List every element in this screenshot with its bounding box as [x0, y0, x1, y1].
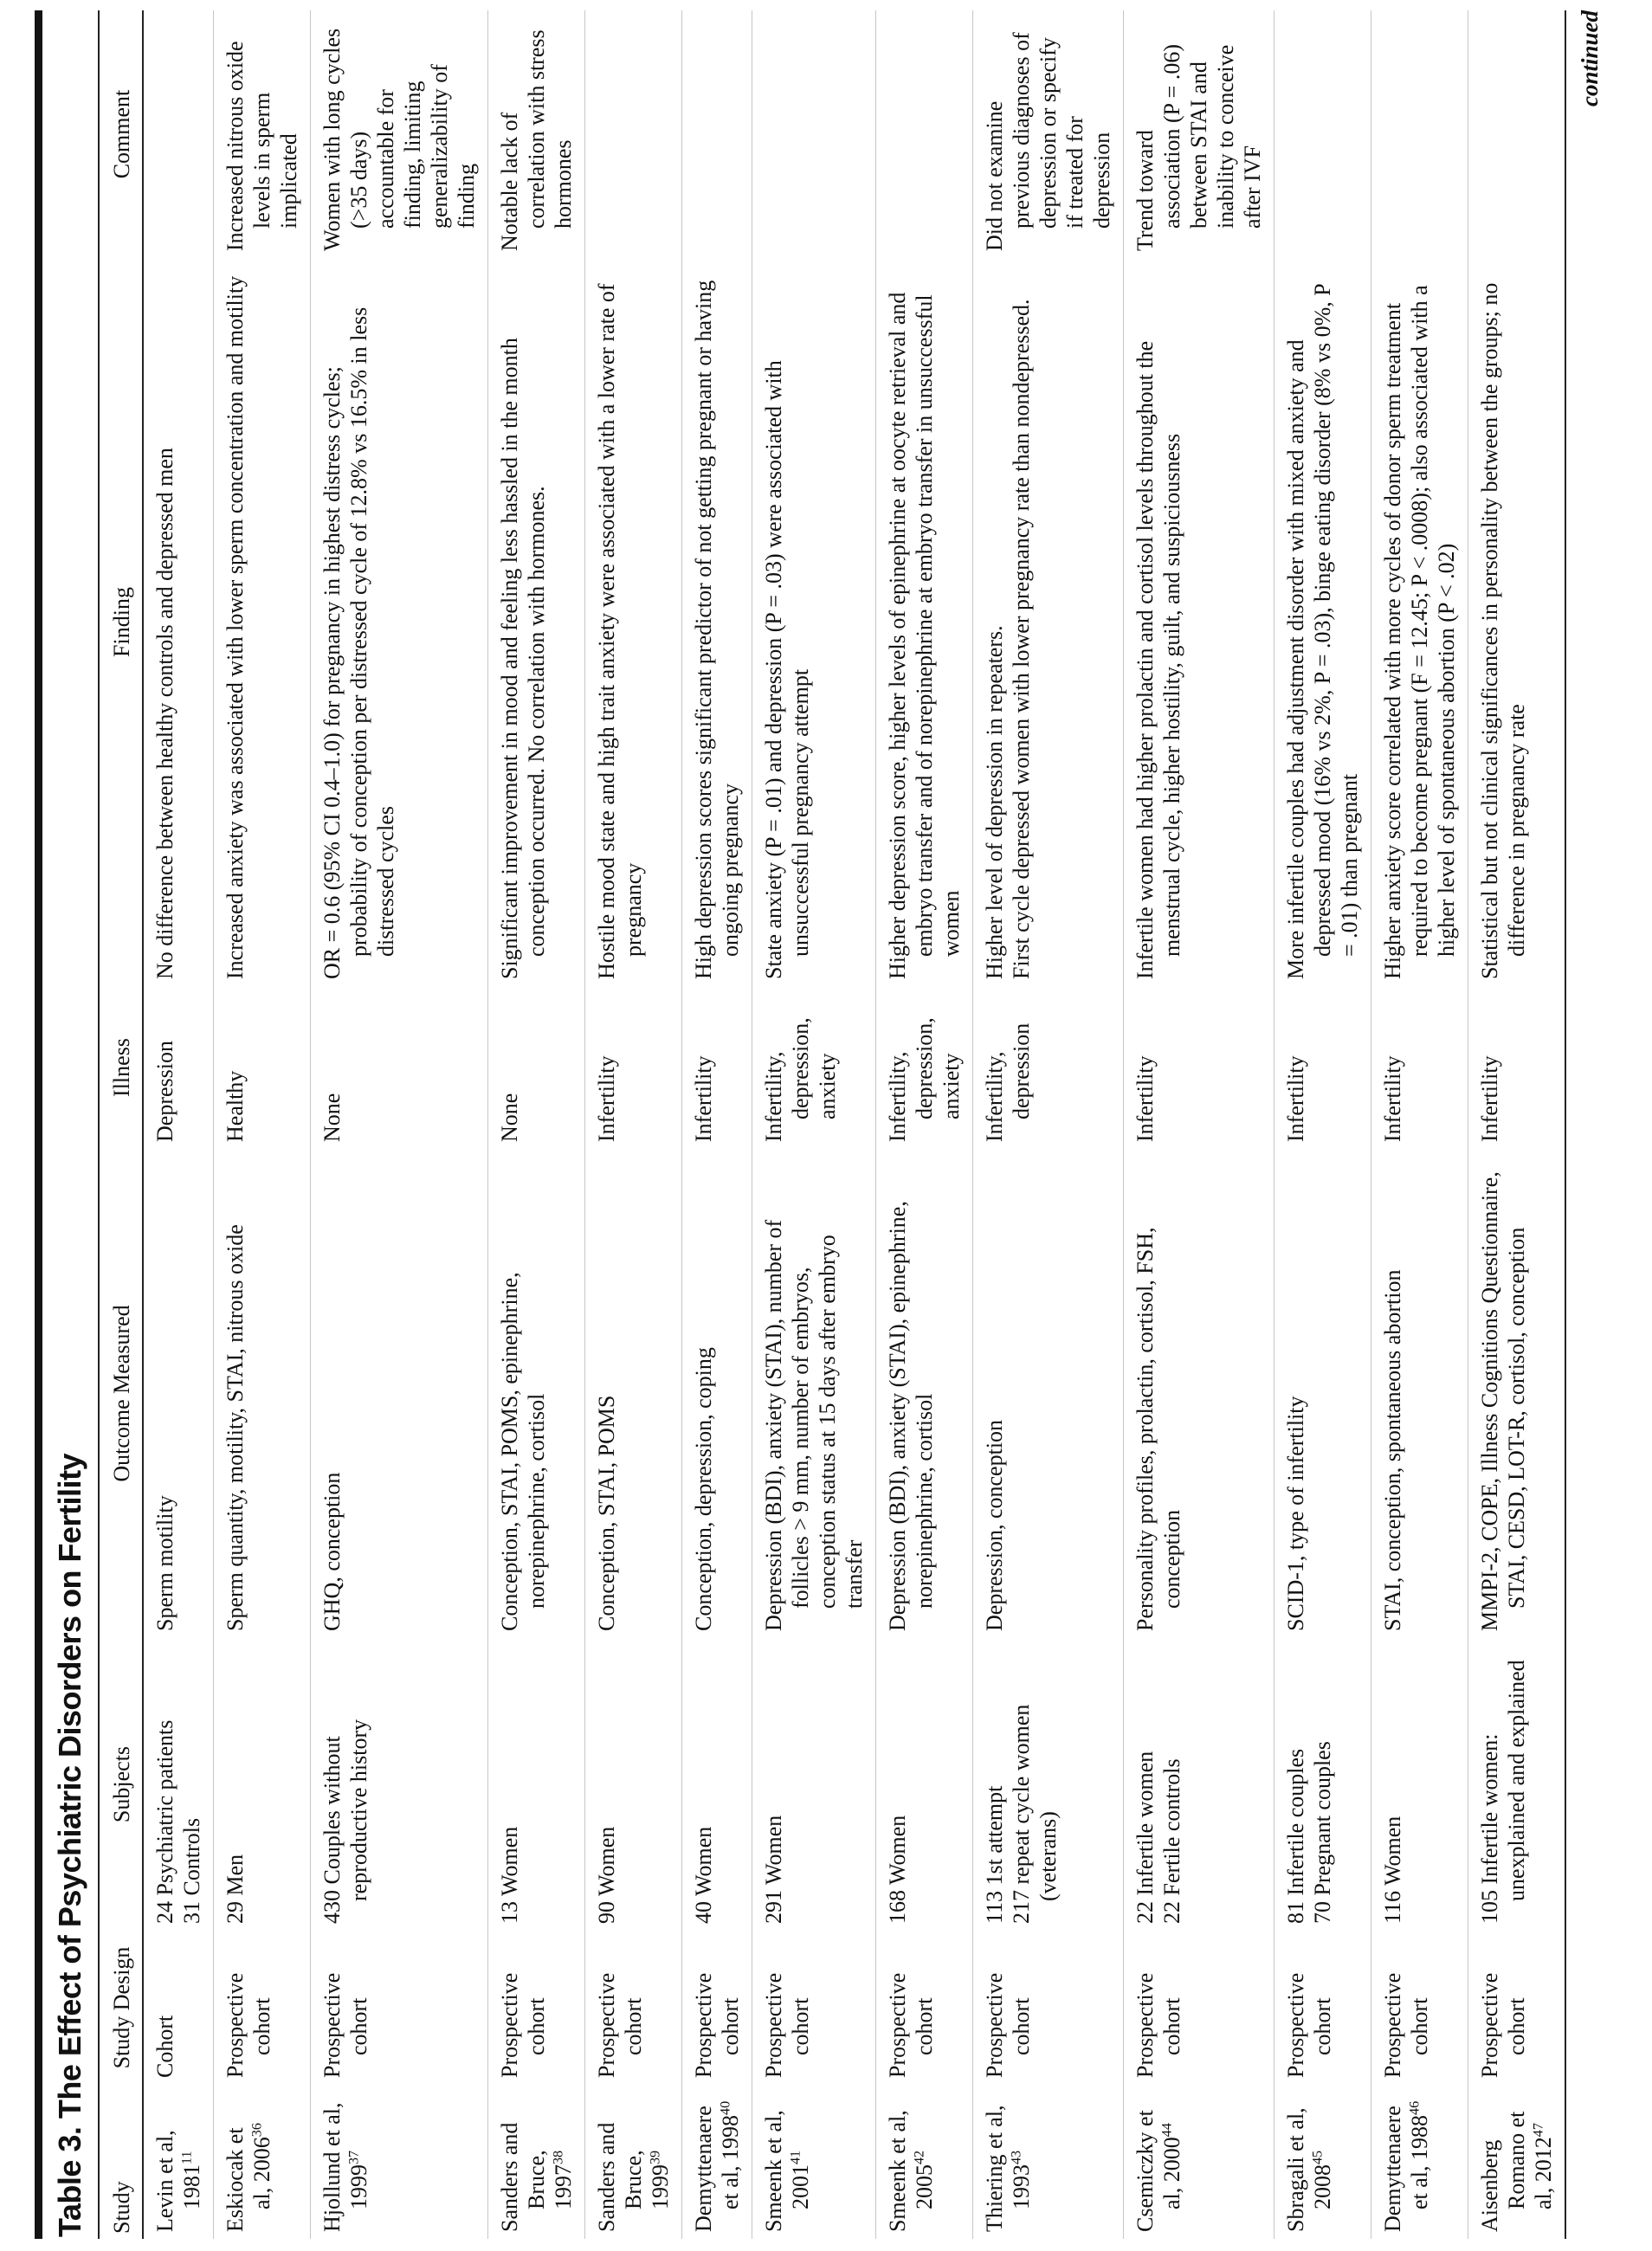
subjects-text: 29 Men [223, 1854, 248, 1924]
comment-text: Increased nitrous oxide levels in sperm implicated [223, 41, 301, 251]
subjects-text: 116 Women [1380, 1816, 1405, 1924]
study-name: Smeenk et al, 2005 [885, 2110, 937, 2232]
comment-text: Did not examine previous diagnoses of depression or specify if treated for depression [982, 32, 1114, 251]
finding-text: First cycle depressed women with lower pregnancy rate than nondepressed. [1009, 299, 1034, 979]
study-cell [585, 2085, 682, 2239]
outcome-cell [1468, 1149, 1566, 1638]
finding-cell [1468, 258, 1566, 986]
subjects-cell [1371, 1638, 1468, 1931]
study-cell [1274, 2085, 1371, 2239]
illness-cell [1274, 986, 1371, 1149]
study-name: Demyttenaere et al, 1988 [1380, 2106, 1432, 2232]
outcome-text: Sperm quantity, motility, STAI, nitrous oxide [223, 1224, 248, 1631]
finding-cell [973, 258, 1124, 986]
column-header-study-design: Study Design [99, 1931, 143, 2085]
study-cell [143, 2085, 214, 2239]
finding-cell [585, 258, 682, 986]
study-cell [1468, 2085, 1566, 2239]
reference-superscript: 36 [249, 2123, 265, 2138]
outcome-text: Depression (BDI), anxiety (STAI), epinephrine, norepinephrine, cortisol [885, 1201, 937, 1631]
subjects-cell [1468, 1638, 1566, 1931]
subjects-cell [1274, 1638, 1371, 1931]
finding-cell [752, 258, 876, 986]
subjects-cell [311, 1638, 488, 1931]
finding-cell [488, 258, 585, 986]
column-header-illness: Illness [99, 986, 143, 1149]
finding-cell [1124, 258, 1274, 986]
subjects-cell [682, 1638, 752, 1931]
study-name: Sanders and Bruce, 1999 [594, 2122, 673, 2232]
comment-cell [585, 10, 682, 258]
comment-text: Notable lack of correlation with stress hormones [497, 29, 576, 251]
illness-text: None [497, 1093, 522, 1142]
outcome-cell [214, 1149, 311, 1638]
study-name: Levin et al, 1981 [152, 2130, 204, 2232]
illness-cell [585, 986, 682, 1149]
subjects-cell [973, 1638, 1124, 1931]
subjects-text: 430 Couples without reproductive history [319, 1719, 371, 1924]
illness-text: Infertility, depression, anxiety [885, 1017, 964, 1142]
comment-cell [214, 10, 311, 258]
subjects-text: 40 Women [691, 1826, 716, 1924]
reference-superscript: 45 [1310, 2150, 1326, 2164]
reference-superscript: 44 [1159, 2123, 1175, 2138]
illness-text: Infertility [1477, 1055, 1502, 1142]
subjects-text: 217 repeat cycle women (veterans) [1009, 1704, 1061, 1924]
design-text: Prospective cohort [497, 1972, 549, 2078]
comment-cell [682, 10, 752, 258]
finding-cell [1371, 258, 1468, 986]
comment-cell [973, 10, 1124, 258]
illness-cell [1371, 986, 1468, 1149]
finding-text: Significant improvement in mood and feeling less hassled in the month conception occurred. No correlation with hormones. [497, 338, 549, 979]
reference-superscript: 42 [912, 2150, 927, 2164]
design-cell [488, 1931, 585, 2085]
illness-text: Infertility [1283, 1055, 1308, 1142]
reference-superscript: 43 [1009, 2150, 1024, 2164]
illness-cell [1124, 986, 1274, 1149]
comment-text: Trend toward association (P = .06) between STAI and inability to conceive after IVF [1133, 43, 1265, 251]
illness-cell [973, 986, 1124, 1149]
table-row [1124, 10, 1274, 2239]
study-name: Hjollund et al, 1999 [319, 2102, 371, 2232]
design-text: Prospective cohort [223, 1972, 274, 2078]
illness-text: Infertility [594, 1055, 619, 1142]
study-cell [752, 2085, 876, 2239]
subjects-cell [143, 1638, 214, 1931]
design-text: Prospective cohort [1133, 1972, 1184, 2078]
finding-cell [1274, 258, 1371, 986]
study-cell [682, 2085, 752, 2239]
illness-text: Infertility [1380, 1055, 1405, 1142]
comment-cell [143, 10, 214, 258]
study-cell [488, 2085, 585, 2239]
illness-text: Depression [152, 1041, 177, 1142]
comment-cell [752, 10, 876, 258]
illness-cell [682, 986, 752, 1149]
table-row [876, 10, 973, 2239]
outcome-cell [311, 1149, 488, 1638]
design-text: Prospective cohort [1380, 1972, 1432, 2078]
illness-text: Infertility [691, 1055, 716, 1142]
design-text: Prospective cohort [594, 1972, 646, 2078]
study-cell [876, 2085, 973, 2239]
design-cell [1371, 1931, 1468, 2085]
table-row [1468, 10, 1566, 2239]
illness-text: Infertility [1133, 1055, 1158, 1142]
illness-cell [214, 986, 311, 1149]
column-header-outcome-measured: Outcome Measured [99, 1149, 143, 1638]
finding-cell [214, 258, 311, 986]
table-title: Table 3. The Effect of Psychiatric Disorders on Fertility [52, 1453, 87, 2237]
table-row [214, 10, 311, 2239]
illness-text: Healthy [223, 1070, 248, 1142]
reference-superscript: 38 [551, 2150, 566, 2164]
finding-cell [876, 258, 973, 986]
outcome-cell [973, 1149, 1124, 1638]
illness-cell [311, 986, 488, 1149]
comment-text: Women with long cycles (>35 days) accountable for finding, limiting generalizability of finding [319, 28, 479, 251]
outcome-text: SCID-1, type of infertility [1283, 1396, 1308, 1631]
study-name: Csemiczky et al, 2000 [1133, 2110, 1184, 2232]
outcome-text: Sperm motility [152, 1495, 177, 1631]
subjects-text: 113 1st attempt [982, 1785, 1007, 1924]
column-header-comment: Comment [99, 10, 143, 258]
finding-text: Infertile women had higher prolactin and cortisol levels throughout the menstrual cycle, higher hostility, guilt, and suspiciousness [1133, 340, 1184, 979]
column-header-finding: Finding [99, 258, 143, 986]
reference-superscript: 37 [346, 2150, 362, 2164]
subjects-cell [876, 1638, 973, 1931]
study-name: Aisenberg Romano et al, 2012 [1477, 2111, 1556, 2232]
column-header-study: Study [99, 2085, 143, 2239]
design-cell [752, 1931, 876, 2085]
outcome-text: STAI, conception, spontaneous abortion [1380, 1269, 1405, 1631]
table-row [682, 10, 752, 2239]
outcome-cell [682, 1149, 752, 1638]
finding-text: More infertile couples had adjustment disorder with mixed anxiety and depressed mood (16% vs 2%, P = .03), binge eating disorder (8% vs 0%, P = .01) than pregnant [1283, 284, 1362, 979]
subjects-text: 70 Pregnant couples [1310, 1741, 1335, 1924]
illness-text: Infertility, depression [982, 1022, 1034, 1142]
finding-text: Increased anxiety was associated with lower sperm concentration and motility [223, 275, 248, 979]
design-text: Prospective cohort [319, 1972, 371, 2078]
subjects-text: 13 Women [497, 1826, 522, 1924]
subjects-text: 24 Psychiatric patients [152, 1719, 177, 1924]
table-body [143, 10, 1565, 2239]
finding-text: No difference between healthy controls and depressed men [152, 448, 177, 979]
finding-text: Higher level of depression in repeaters. [982, 625, 1007, 979]
reference-superscript: 40 [718, 2100, 733, 2115]
subjects-text: 291 Women [761, 1815, 786, 1924]
subjects-text: 81 Infertile couples [1283, 1748, 1308, 1924]
illness-cell [143, 986, 214, 1149]
subjects-text: 105 Infertile women: unexplained and explained [1477, 1660, 1529, 1924]
outcome-text: Conception, depression, coping [691, 1347, 716, 1631]
design-text: Prospective cohort [1283, 1972, 1335, 2078]
outcome-cell [1124, 1149, 1274, 1638]
design-cell [1124, 1931, 1274, 2085]
study-name: Smeenk et al, 2001 [761, 2110, 813, 2232]
subjects-cell [488, 1638, 585, 1931]
comment-cell [876, 10, 973, 258]
reference-superscript: 47 [1531, 2123, 1546, 2138]
design-cell [876, 1931, 973, 2085]
subjects-text: 90 Women [594, 1826, 619, 1924]
design-text: Cohort [152, 2015, 177, 2078]
study-name: Eskiocak et al, 2006 [223, 2127, 274, 2232]
comment-cell [311, 10, 488, 258]
study-name: Sanders and Bruce, 1997 [497, 2122, 576, 2232]
outcome-cell [143, 1149, 214, 1638]
finding-text: High depression scores significant predictor of not getting pregnant or having ongoing pregnancy [691, 280, 743, 979]
study-cell [311, 2085, 488, 2239]
design-text: Prospective cohort [885, 1972, 937, 2078]
study-cell [1124, 2085, 1274, 2239]
design-cell [214, 1931, 311, 2085]
table-row [143, 10, 214, 2239]
reference-superscript: 41 [788, 2150, 803, 2164]
continued-label: continued [1577, 10, 1603, 107]
subjects-text: 22 Fertile controls [1159, 1758, 1184, 1924]
finding-text: OR = 0.6 (95% CI 0.4–1.0) for pregnancy in highest distress cycles; probability of conception per distressed cycle of 12.8% vs 16.5% in less distressed cycles [319, 306, 398, 979]
illness-cell [876, 986, 973, 1149]
outcome-text: Depression (BDI), anxiety (STAI), number of follicles > 9 mm, number of embryos, conception status at 15 days after embryo transfer [761, 1219, 867, 1631]
subjects-cell [585, 1638, 682, 1931]
design-text: Prospective cohort [691, 1972, 743, 2078]
study-cell [1371, 2085, 1468, 2239]
design-cell [585, 1931, 682, 2085]
outcome-text: GHQ, conception [319, 1472, 345, 1631]
table-row [585, 10, 682, 2239]
column-header-subjects: Subjects [99, 1638, 143, 1931]
finding-cell [682, 258, 752, 986]
design-cell [311, 1931, 488, 2085]
design-text: Prospective cohort [982, 1972, 1034, 2078]
illness-cell [1468, 986, 1566, 1149]
design-cell [143, 1931, 214, 2085]
table-row [752, 10, 876, 2239]
outcome-text: Conception, STAI, POMS [594, 1395, 619, 1631]
subjects-cell [752, 1638, 876, 1931]
finding-cell [143, 258, 214, 986]
outcome-text: Conception, STAI, POMS, epinephrine, norepinephrine, cortisol [497, 1272, 549, 1631]
outcome-text: Personality profiles, prolactin, cortisol, FSH, conception [1133, 1227, 1184, 1631]
table-top-rule [35, 10, 42, 2239]
outcome-cell [585, 1149, 682, 1638]
study-cell [214, 2085, 311, 2239]
reference-superscript: 11 [179, 2151, 195, 2164]
illness-text: Infertility, depression, anxiety [761, 1017, 840, 1142]
finding-text: Hostile mood state and high trait anxiety were associated with a lower rate of pregnancy [594, 283, 646, 979]
comment-cell [488, 10, 585, 258]
illness-cell [752, 986, 876, 1149]
design-cell [1468, 1931, 1566, 2085]
design-cell [973, 1931, 1124, 2085]
outcome-text: MMPI-2, COPE, Illness Cognitions Questionnaire, STAI, CESD, LOT-R, cortisol, conception [1477, 1171, 1529, 1631]
finding-cell [311, 258, 488, 986]
subjects-cell [1124, 1638, 1274, 1931]
subjects-cell [214, 1638, 311, 1931]
design-text: Prospective cohort [1477, 1972, 1529, 2078]
outcome-cell [752, 1149, 876, 1638]
outcome-cell [1371, 1149, 1468, 1638]
illness-cell [488, 986, 585, 1149]
comment-cell [1124, 10, 1274, 258]
subjects-text: 168 Women [885, 1815, 910, 1924]
outcome-cell [1274, 1149, 1371, 1638]
table-row [973, 10, 1124, 2239]
reference-superscript: 39 [648, 2150, 663, 2164]
study-name: Thiering et al, 1993 [982, 2105, 1034, 2232]
study-name: Demyttenaere et al, 1998 [691, 2106, 743, 2232]
subjects-text: 31 Controls [179, 1817, 204, 1924]
finding-text: Higher depression score, higher levels of epinephrine at oocyte retrieval and embryo transfer and of norepinephrine at embryo transfer in unsuccessful women [885, 292, 964, 979]
illness-text: None [319, 1093, 345, 1142]
design-cell [1274, 1931, 1371, 2085]
comment-cell [1468, 10, 1566, 258]
comment-cell [1371, 10, 1468, 258]
outcome-cell [488, 1149, 585, 1638]
study-table [98, 10, 1566, 2239]
table-row [1274, 10, 1371, 2239]
header-row [99, 10, 143, 2239]
table-row [311, 10, 488, 2239]
study-cell [973, 2085, 1124, 2239]
finding-text: State anxiety (P = .01) and depression (P = .03) were associated with unsuccessful pregnancy attempt [761, 360, 813, 979]
design-text: Prospective cohort [761, 1972, 813, 2078]
table-row [488, 10, 585, 2239]
table-row [1371, 10, 1468, 2239]
design-cell [682, 1931, 752, 2085]
finding-text: Statistical but not clinical significances in personality between the groups; no difference in pregnancy rate [1477, 282, 1529, 979]
outcome-cell [876, 1149, 973, 1638]
subjects-text: 22 Infertile women [1133, 1751, 1158, 1924]
reference-superscript: 46 [1407, 2100, 1423, 2115]
table-header [99, 10, 143, 2239]
comment-cell [1274, 10, 1371, 258]
study-name: Sbragali et al, 2008 [1283, 2107, 1335, 2232]
finding-text: Higher anxiety score correlated with more cycles of donor sperm treatment required to become pregnant (F = 12.45; P < .0008); also associated with a higher level of spontaneous abortion (P < .02) [1380, 285, 1459, 979]
outcome-text: Depression, conception [982, 1419, 1007, 1631]
